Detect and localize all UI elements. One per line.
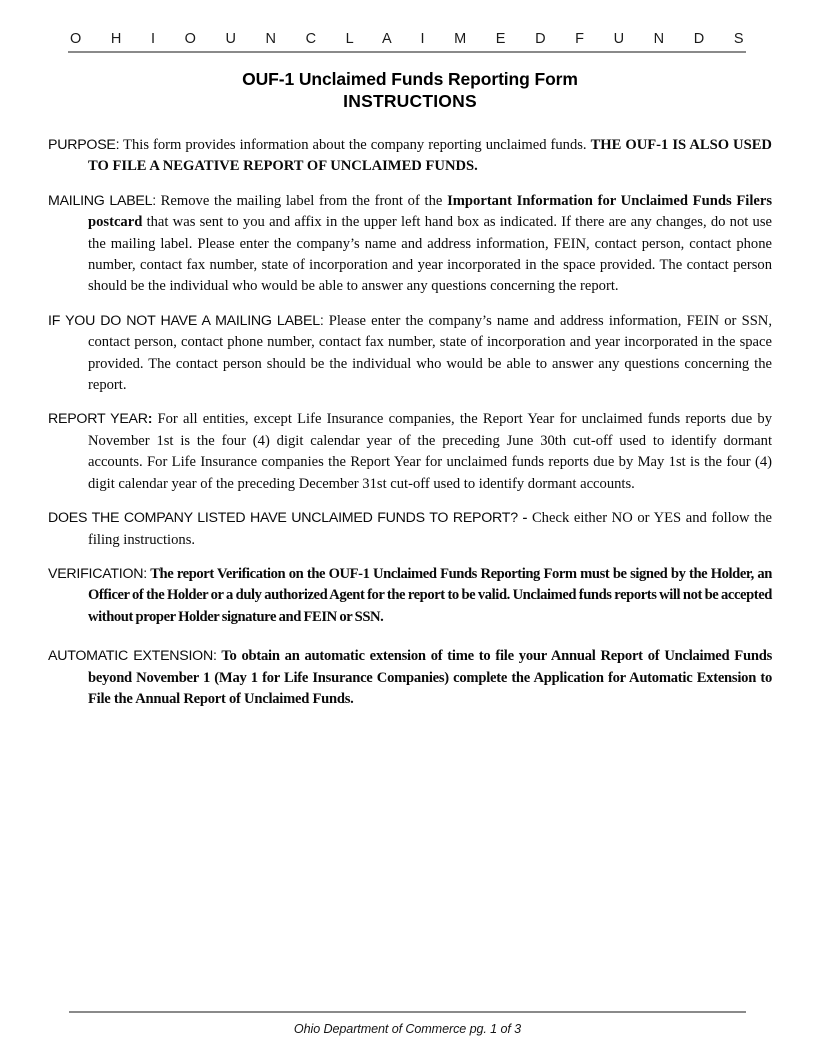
section-mailing-label-text-2: that was sent to you and affix in the upper left hand box as indicated. If there are any changes, do not use the mailing label. Please enter the company’s name and address information, FEIN, contact person, contact phone number, contact fax number, state of incorporation and year incorporated in the space provided. The contact person should be the individual who would be able to answer any questions concerning the report. <box>88 214 772 295</box>
masthead <box>68 30 746 53</box>
section-no-mailing-label-text: Please enter the company’s name and address information, FEIN or SSN, contact person, contact phone number, contact fax number, state of incorporation and year incorporated in the space provided. The contact person should be the individual who would be able to answer any questions concerning the report. <box>88 312 772 394</box>
section-verification-label: VERIFICATION: <box>48 565 147 582</box>
section-purpose-text: This form provides information about the company reporting unclaimed funds. <box>119 137 591 153</box>
form-subtitle: INSTRUCTIONS <box>343 91 477 111</box>
section-purpose-emphasis: THE OUF-1 IS ALSO USED TO FILE A NEGATIVE REPORT OF UNCLAIMED FUNDS. <box>88 137 772 175</box>
section-automatic-extension <box>48 646 772 710</box>
section-report-year-label: REPORT YEAR <box>48 411 148 428</box>
section-purpose-label: PURPOSE: <box>48 137 120 153</box>
section-report-year-colon: : <box>147 411 153 428</box>
section-automatic-extension-label: AUTOMATIC EXTENSION: <box>48 648 217 665</box>
section-no-mailing-label <box>48 311 772 397</box>
page-footer <box>69 1011 746 1036</box>
section-report-year <box>48 409 772 495</box>
page-title <box>48 68 772 112</box>
section-automatic-extension-text: To obtain an automatic extension of time to file your Annual Report of Unclaimed Funds beyond November 1 (May 1 for Life Insurance Companies) complete the Application for Automatic Extension to File the Annual Report of Unclaimed Funds. <box>88 648 773 707</box>
section-mailing-label-text-1: Remove the mailing label from the front of the <box>155 192 448 209</box>
section-no-mailing-label-label: IF YOU DO NOT HAVE A MAILING LABEL: <box>48 312 324 329</box>
section-verification-text: The report Verification on the OUF-1 Unclaimed Funds Reporting Form must be signed by the Holder, an Officer of the Holder or a duly authorized Agent for the report to be valid. Unclaimed funds reports will not be accepted without proper Holder signature and FEIN or SSN. <box>88 565 772 625</box>
section-verification <box>48 564 772 628</box>
form-title: OUF-1 Unclaimed Funds Reporting Form <box>242 69 578 89</box>
masthead-rule <box>68 51 746 53</box>
footer-text: Ohio Department of Commerce pg. 1 of 3 <box>293 1022 522 1036</box>
section-report-year-text: For all entities, except Life Insurance companies, the Report Year for unclaimed funds reports due by November 1st is the four (4) digit calendar year of the preceding June 30th cut-off used to identify dormant accounts. For Life Insurance companies the Report Year for unclaimed funds reports due by May 1st is the four (4) digit calendar year of the preceding December 31st cut-off used to identify dormant accounts. <box>88 411 772 492</box>
section-mailing-label-label: MAILING LABEL: <box>48 192 156 209</box>
masthead-title: O H I O U N C L A I M E D F U N D S <box>70 31 744 47</box>
section-does-company-have-funds <box>48 508 772 551</box>
instructions-body <box>48 135 772 710</box>
section-mailing-label-emphasis: Important Information for Unclaimed Funds Filers postcard <box>88 192 773 231</box>
section-purpose <box>48 135 772 178</box>
section-does-company-label: DOES THE COMPANY LISTED HAVE UNCLAIMED FUNDS TO REPORT? <box>48 510 518 527</box>
section-does-company-dash: - <box>517 510 532 527</box>
footer-rule <box>69 1011 746 1013</box>
section-mailing-label <box>48 191 772 298</box>
section-does-company-text: Check either NO or YES and follow the filing instructions. <box>88 510 772 548</box>
